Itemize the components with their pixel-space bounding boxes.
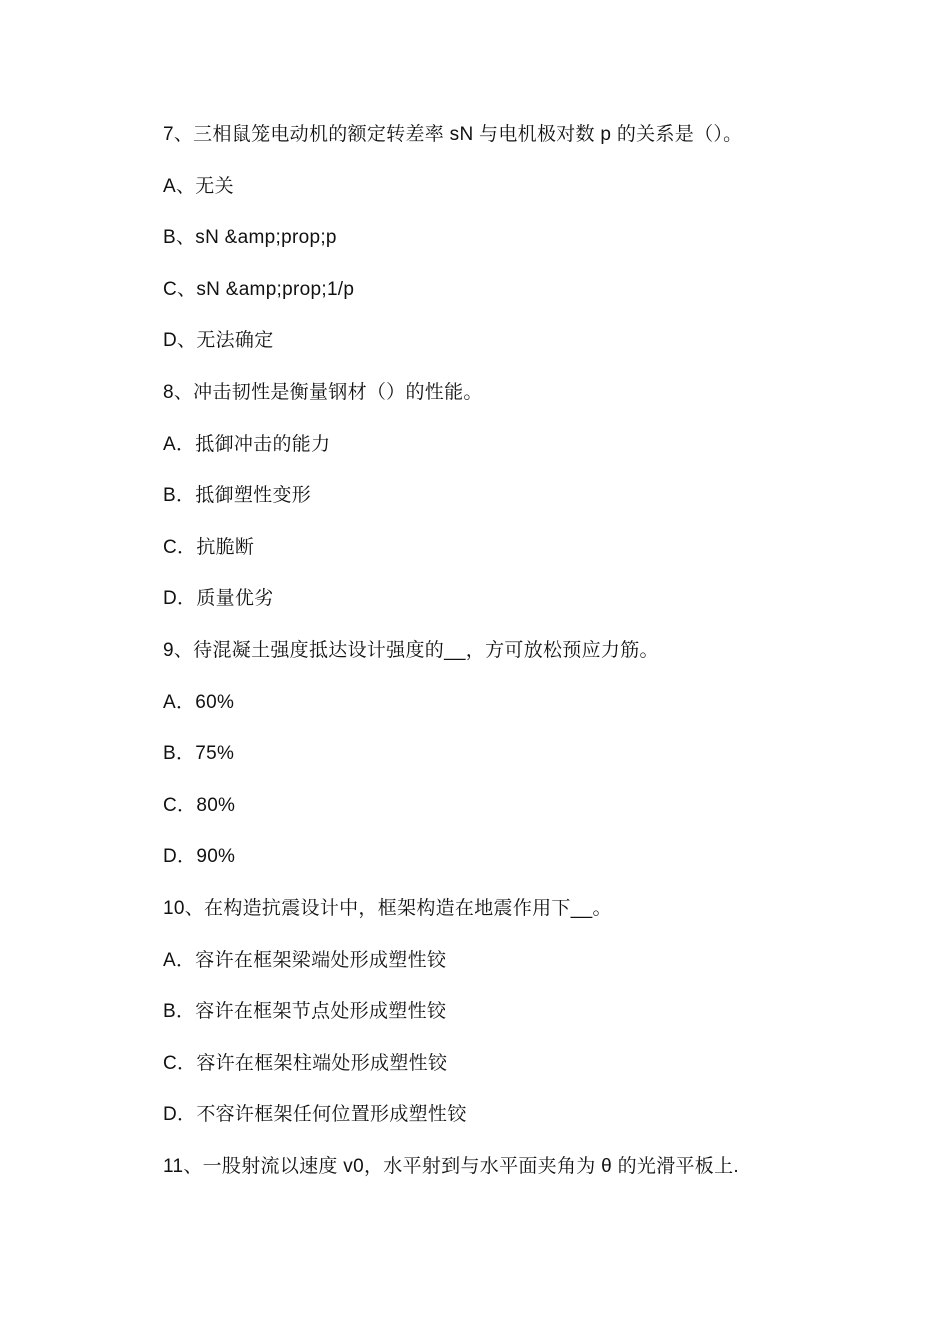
option-9d: D．90% xyxy=(163,846,236,868)
option-9a: A．60% xyxy=(163,691,235,713)
option-9b: B．75% xyxy=(163,743,235,765)
question-8: 8、冲击韧性是衡量钢材（）的性能。 xyxy=(163,381,483,403)
option-10b: B．容许在框架节点处形成塑性铰 xyxy=(163,1001,447,1023)
option-9c: C．80% xyxy=(163,794,236,816)
option-8a: A．抵御冲击的能力 xyxy=(163,433,331,455)
option-7c: C、sN &amp;prop;1/p xyxy=(163,278,355,300)
option-7d: D、无法确定 xyxy=(163,330,274,352)
question-9: 9、待混凝土强度抵达设计强度的__，方可放松预应力筋。 xyxy=(163,639,659,661)
option-8c: C．抗脆断 xyxy=(163,536,255,558)
option-10c: C．容许在框架柱端处形成塑性铰 xyxy=(163,1052,448,1074)
question-7: 7、三相鼠笼电动机的额定转差率 sN 与电机极对数 p 的关系是（）。 xyxy=(163,124,743,145)
option-7b: B、sN &amp;prop;p xyxy=(163,227,337,249)
option-7a: A、无关 xyxy=(163,175,234,197)
option-8b: B．抵御塑性变形 xyxy=(163,485,312,507)
option-8d: D．质量优劣 xyxy=(163,588,274,610)
option-10a: A．容许在框架梁端处形成塑性铰 xyxy=(163,949,447,971)
question-11: 11、一股射流以速度 v0，水平射到与水平面夹角为 θ 的光滑平板上. xyxy=(163,1155,739,1177)
question-list xyxy=(163,120,863,1203)
question-10: 10、在构造抗震设计中，框架构造在地震作用下__。 xyxy=(163,897,612,919)
option-10d: D．不容许框架任何位置形成塑性铰 xyxy=(163,1104,467,1126)
